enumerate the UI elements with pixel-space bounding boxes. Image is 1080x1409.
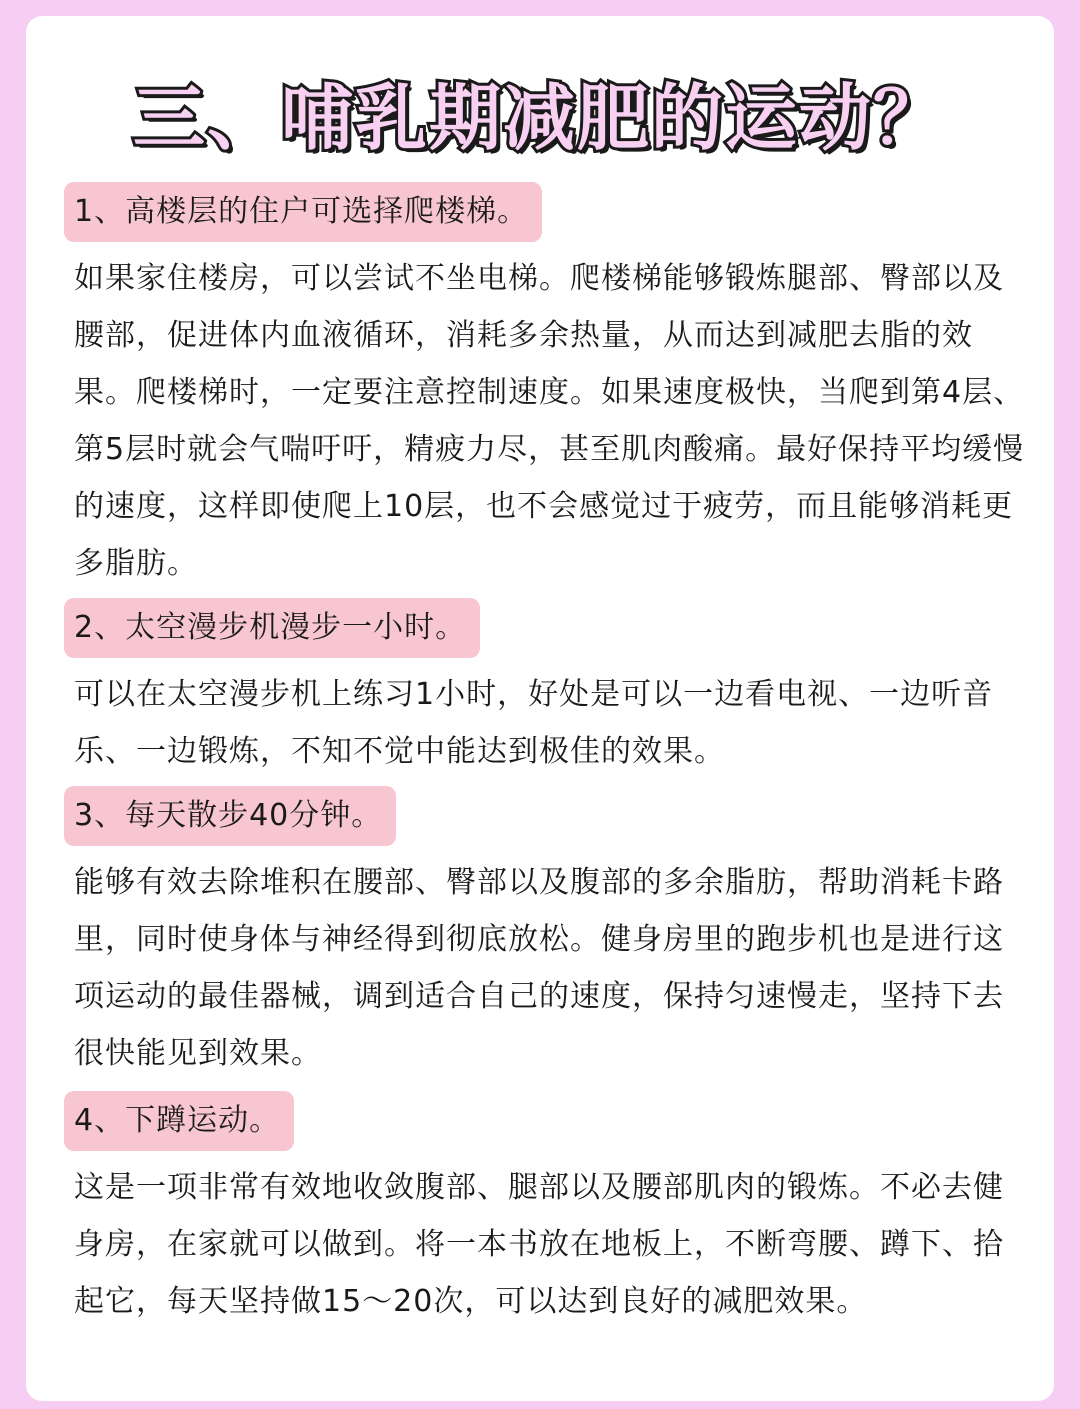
section-4 xyxy=(64,1091,1030,1330)
section-heading: 2、太空漫步机漫步一小时。 xyxy=(64,598,480,658)
article-card xyxy=(26,16,1054,1401)
title-banner xyxy=(26,68,1054,168)
page-title: 三、哺乳期减肥的运动？ xyxy=(132,76,947,160)
section-body: 能够有效去除堆积在腰部、臀部以及腹部的多余脂肪，帮助消耗卡路里，同时使身体与神经得到彻底放松。健身房里的跑步机也是进行这项运动的最佳器械，调到适合自己的速度，保持匀速慢走，坚持下去很快能见到效果。 xyxy=(74,865,1004,1071)
section-3 xyxy=(64,786,1030,1082)
section-heading: 3、每天散步40分钟。 xyxy=(64,786,396,846)
section-body: 可以在太空漫步机上练习1小时，好处是可以一边看电视、一边听音乐、一边锻炼，不知不觉中能达到极佳的效果。 xyxy=(74,677,994,769)
section-2 xyxy=(64,598,1030,780)
section-body: 这是一项非常有效地收敛腹部、腿部以及腰部肌肉的锻炼。不必去健身房，在家就可以做到。将一本书放在地板上，不断弯腰、蹲下、拾起它，每天坚持做15～20次，可以达到良好的减肥效果。 xyxy=(74,1170,1004,1319)
section-heading: 4、下蹲运动。 xyxy=(64,1091,294,1151)
section-body: 如果家住楼房，可以尝试不坐电梯。爬楼梯能够锻炼腿部、臀部以及腰部，促进体内血液循环，消耗多余热量，从而达到减肥去脂的效果。爬楼梯时，一定要注意控制速度。如果速度极快，当爬到第4层、第5层时就会气喘吁吁，精疲力尽，甚至肌肉酸痛。最好保持平均缓慢的速度，这样即使爬上10层，也不会感觉过于疲劳，而且能够消耗更多脂肪。 xyxy=(74,261,1025,581)
section-1 xyxy=(64,182,1030,592)
section-heading: 1、高楼层的住户可选择爬楼梯。 xyxy=(64,182,542,242)
